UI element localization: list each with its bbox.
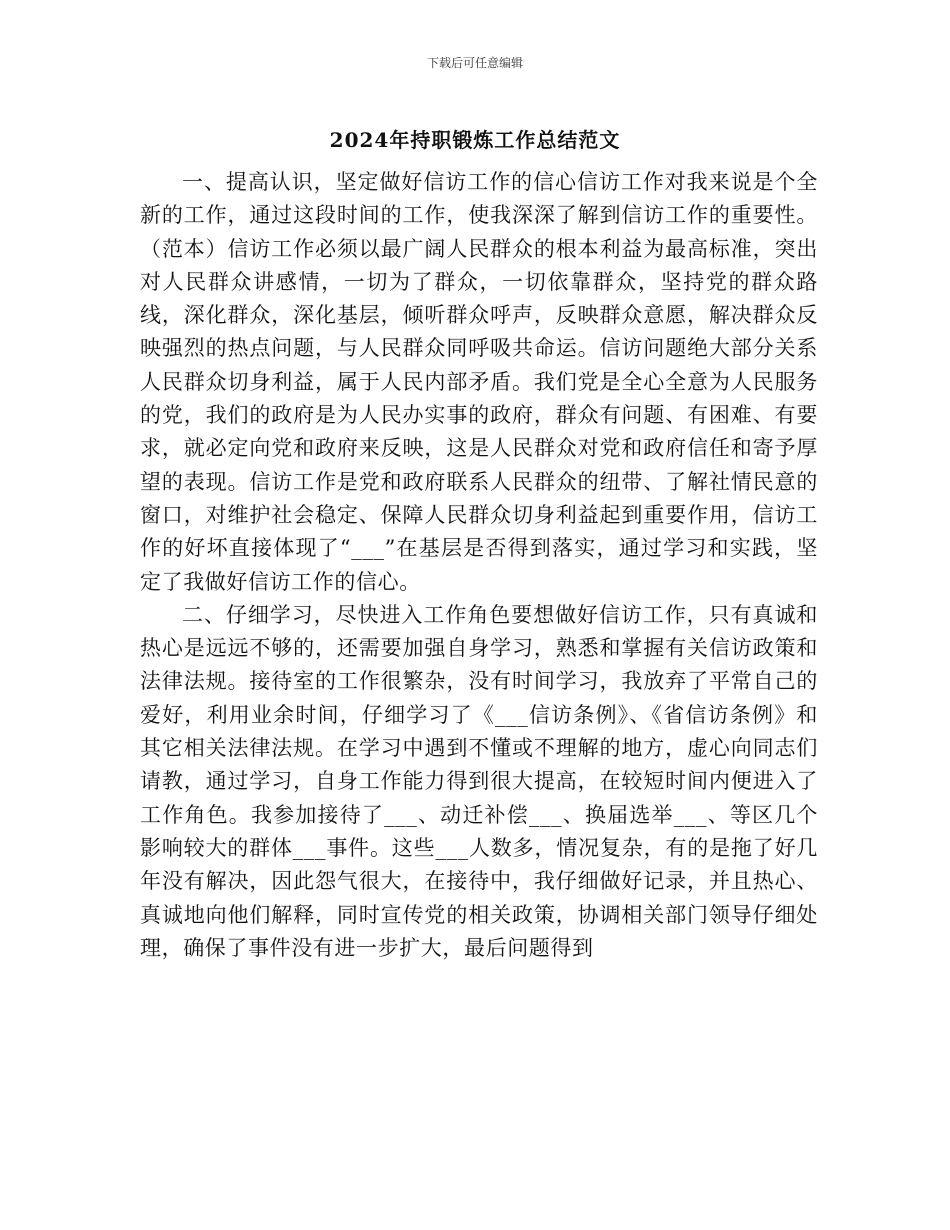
paragraph-1: 一、提高认识，坚定做好信访工作的信心信访工作对我来说是个全新的工作，通过这段时间的工作，使我深深了解到信访工作的重要性。（范本）信访工作必须以最广阔人民群众的根本利益为最高标准，突出对人民群众讲感情，一切为了群众，一切依靠群众，坚持党的群众路线，深化群众，深化基层，倾听群众呼声，反映群众意愿，解决群众反映强烈的热点问题，与人民群众同呼吸共命运。信访问题绝大部分关系人民群众切身利益，属于人民内部矛盾。我们党是全心全意为人民服务的党，我们的政府是为人民办实事的政府，群众有问题、有困难、有要求，就必定向党和政府来反映，这是人民群众对党和政府信任和寄予厚望的表现。信访工作是党和政府联系人民群众的纽带、了解社情民意的窗口，对维护社会稳定、保障人民群众切身利益起到重要作用，信访工作的好坏直接体现了“___”在基层是否得到落实，通过学习和实践，坚定了我做好信访工作的信心。 [140, 170, 818, 594]
document-body [140, 166, 818, 965]
document-title: 2024年持职锻炼工作总结范文 [329, 128, 621, 152]
page-header-note: 下载后可任意编辑 [426, 56, 523, 70]
paragraph-2: 二、仔细学习，尽快进入工作角色要想做好信访工作，只有真诚和热心是远远不够的，还需要加强自身学习，熟悉和掌握有关信访政策和法律法规。接待室的工作很繁杂，没有时间学习，我放弃了平常自己的爱好，利用业余时间，仔细学习了《___信访条例》、《省信访条例》和其它相关法律法规。在学习中遇到不懂或不理解的地方，虚心向同志们请教，通过学习，自身工作能力得到很大提高，在较短时间内便进入了工作角色。我参加接待了___、动迁补偿___、换届选举___、等区几个影响较大的群体___事件。这些___人数多，情况复杂，有的是拖了好几年没有解决，因此怨气很大，在接待中，我仔细做好记录，并且热心、真诚地向他们解释，同时宣传党的相关政策，协调相关部门领导仔细处理，确保了事件没有进一步扩大，最后问题得到 [140, 602, 818, 960]
